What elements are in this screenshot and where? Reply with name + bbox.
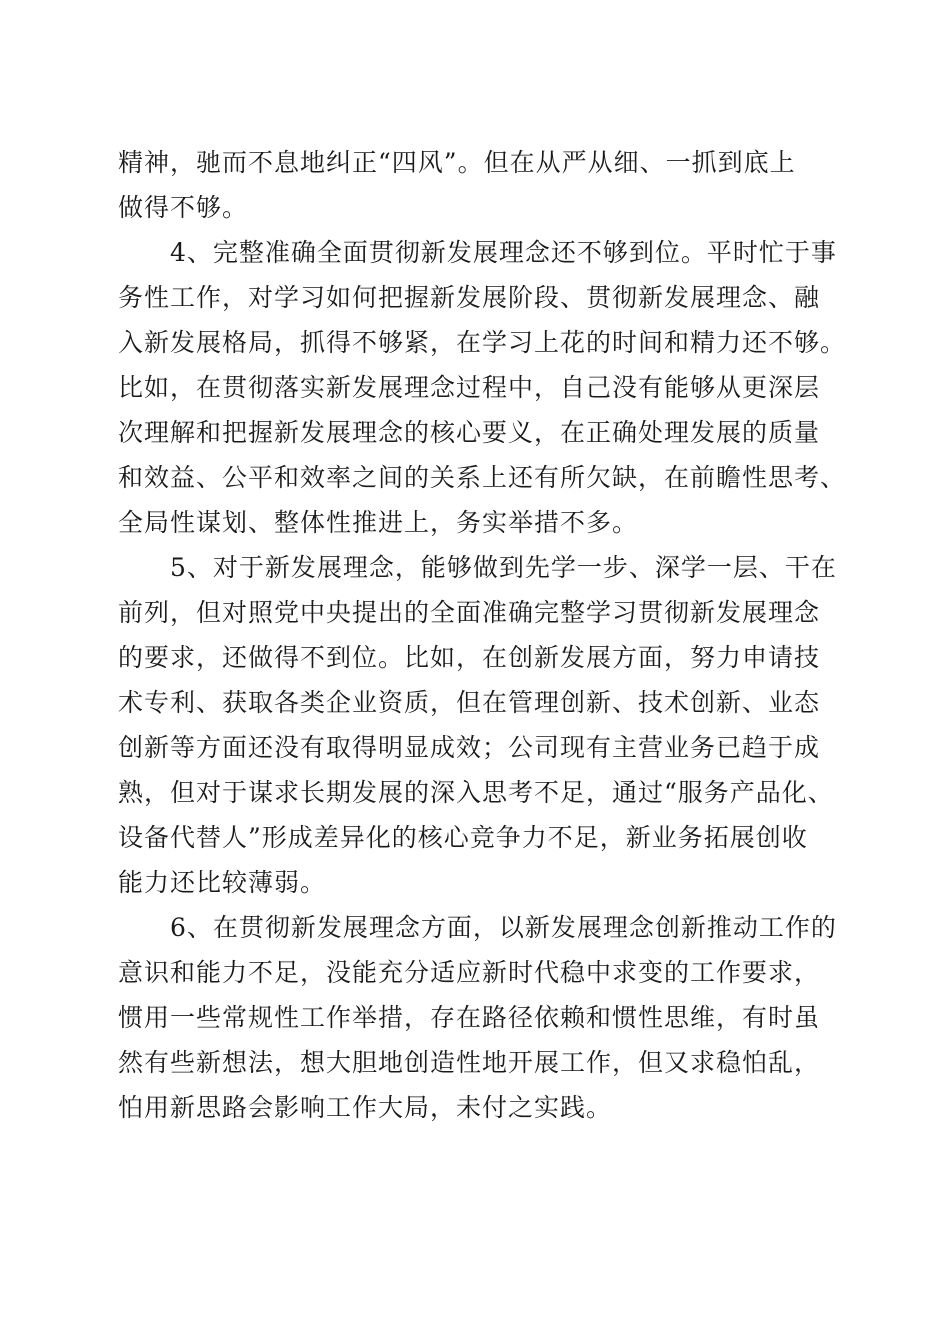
text-line: 比如，在贯彻落实新发展理念过程中，自己没有能够从更深层	[118, 373, 821, 402]
text-line: 和效益、公平和效率之间的关系上还有所欠缺，在前瞻性思考、	[118, 463, 847, 492]
text-line: 怕用新思路会影响工作大局，未付之实践。	[118, 1093, 613, 1122]
text-line: 能力还比较薄弱。	[118, 868, 327, 897]
text-line: 术专利、获取各类企业资质，但在管理创新、技术创新、业态	[118, 688, 821, 717]
text-line: 惯用一些常规性工作举措，存在路径依赖和惯性思维，有时虽	[118, 1003, 821, 1032]
text-line: 设备代替人”形成差异化的核心竞争力不足，新业务拓展创收	[118, 823, 808, 852]
text-line: 务性工作，对学习如何把握新发展阶段、贯彻新发展理念、融	[118, 283, 821, 312]
paragraph-5-first-line: 5、对于新发展理念，能够做到先学一步、深学一层、干在	[170, 553, 837, 582]
text-line: 精神，驰而不息地纠正“四风”。但在从严从细、一抓到底上	[118, 148, 796, 177]
text-line: 入新发展格局，抓得不够紧，在学习上花的时间和精力还不够。	[118, 328, 847, 357]
text-line: 意识和能力不足，没能充分适应新时代稳中求变的工作要求，	[118, 958, 821, 987]
text-line: 的要求，还做得不到位。比如，在创新发展方面，努力申请技	[118, 643, 821, 672]
text-line: 熟，但对于谋求长期发展的深入思考不足，通过“服务产品化、	[118, 778, 834, 807]
paragraph-6-first-line: 6、在贯彻新发展理念方面，以新发展理念创新推动工作的	[170, 913, 837, 942]
text-line: 做得不够。	[118, 193, 249, 222]
text-line: 全局性谋划、整体性推进上，务实举措不多。	[118, 508, 639, 537]
text-line: 然有些新想法，想大胆地创造性地开展工作，但又求稳怕乱，	[118, 1048, 821, 1077]
text-line: 前列，但对照党中央提出的全面准确完整学习贯彻新发展理念	[118, 598, 821, 627]
paragraph-4-first-line: 4、完整准确全面贯彻新发展理念还不够到位。平时忙于事	[170, 238, 837, 267]
text-line: 创新等方面还没有取得明显成效；公司现有主营业务已趋于成	[118, 733, 821, 762]
document-body	[118, 140, 847, 1130]
text-line: 次理解和把握新发展理念的核心要义，在正确处理发展的质量	[118, 418, 821, 447]
